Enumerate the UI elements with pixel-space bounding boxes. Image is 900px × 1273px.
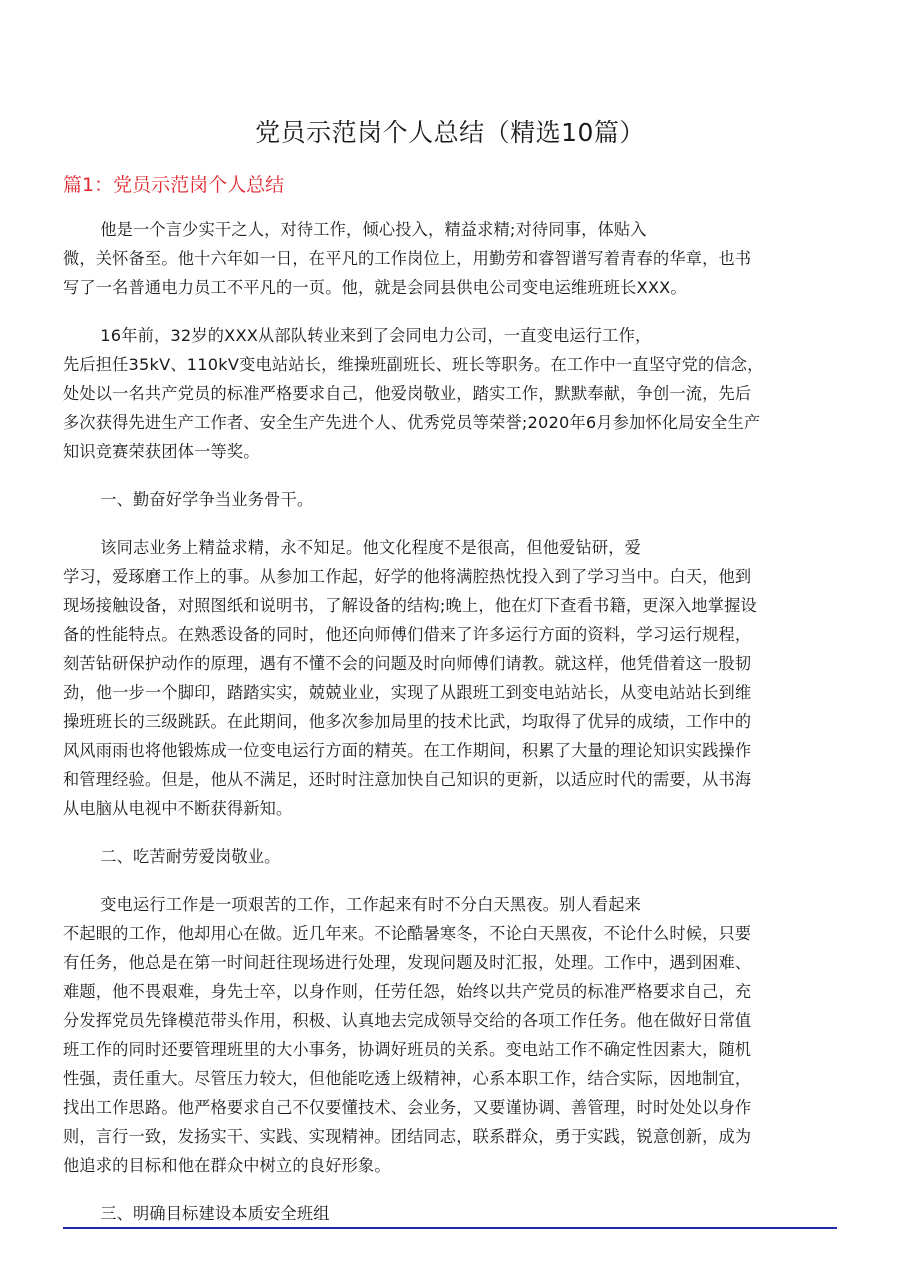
document-title: 党员示范岗个人总结（精选10篇） <box>255 118 645 147</box>
text-line: 先后担任35kV、110kV变电站站长，维操班副班长、班长等职务。在工作中一直坚守党的信念， <box>63 355 764 374</box>
text-line: 写了一名普通电力员工不平凡的一页。他，就是会同县供电公司变电运维班班长XXX。 <box>63 278 687 297</box>
text-line: 性强，责任重大。尽管压力较大，但他能吃透上级精神，心系本职工作，结合实际，因地制宜， <box>63 1069 752 1088</box>
paragraph-dedication <box>63 890 837 1180</box>
paragraph-intro <box>63 215 837 302</box>
text-line: 学习，爱琢磨工作上的事。从参加工作起，好学的他将满腔热忱投入到了学习当中。白天，他到 <box>63 567 752 586</box>
text-line: 该同志业务上精益求精，永不知足。他文化程度不是很高，但他爱钻研，爱 <box>100 538 642 557</box>
subheading-1 <box>63 485 837 514</box>
text-line: 风风雨雨也将他锻炼成一位变电运行方面的精英。在工作期间，积累了大量的理论知识实践操作 <box>63 741 752 760</box>
text-line: 刻苦钻研保护动作的原理，遇有不懂不会的问题及时向师傅们请教。就这样，他凭借着这一股韧 <box>63 654 752 673</box>
text-line: 难题，他不畏艰难，身先士卒，以身作则，任劳任怨，始终以共产党员的标准严格要求自己，充 <box>63 982 752 1001</box>
text-line: 他是一个言少实干之人，对待工作，倾心投入，精益求精;对待同事，体贴入 <box>100 220 647 239</box>
text-line: 多次获得先进生产工作者、安全生产先进个人、优秀党员等荣誉;2020年6月参加怀化局安全生产 <box>63 413 761 432</box>
text-line: 劲，他一步一个脚印，踏踏实实，兢兢业业，实现了从跟班工到变电站站长，从变电站站长到维 <box>63 683 752 702</box>
text-line: 他追求的目标和他在群众中树立的良好形象。 <box>63 1156 391 1175</box>
text-line: 变电运行工作是一项艰苦的工作，工作起来有时不分白天黑夜。别人看起来 <box>100 895 642 914</box>
text-line: 有任务，他总是在第一时间赶往现场进行处理，发现问题及时汇报，处理。工作中，遇到困难、 <box>63 953 752 972</box>
text-line: 知识竞赛荣获团体一等奖。 <box>63 442 260 461</box>
text-line: 和管理经验。但是，他从不满足，还时时注意加快自己知识的更新，以适应时代的需要，从书海 <box>63 770 752 789</box>
subheading-text: 一、勤奋好学争当业务骨干。 <box>100 490 314 509</box>
document-body <box>63 215 837 1247</box>
text-line: 班工作的同时还要管理班里的大小事务，协调好班员的关系。变电站工作不确定性因素大，随机 <box>63 1040 752 1059</box>
paragraph-career <box>63 321 837 466</box>
footer-divider <box>63 1227 837 1229</box>
subheading-text: 三、明确目标建设本质安全班组 <box>100 1204 330 1223</box>
text-line: 从电脑从电视中不断获得新知。 <box>63 799 293 818</box>
text-line: 微，关怀备至。他十六年如一日，在平凡的工作岗位上，用勤劳和睿智谱写着青春的华章，也书 <box>63 249 752 268</box>
subheading-text: 二、吃苦耐劳爱岗敬业。 <box>100 847 281 866</box>
text-line: 不起眼的工作，他却用心在做。近几年来。不论酷暑寒冬，不论白天黑夜，不论什么时候，只要 <box>63 924 752 943</box>
subheading-3 <box>63 1199 837 1228</box>
text-line: 现场接触设备，对照图纸和说明书，了解设备的结构;晚上，他在灯下查看书籍，更深入地掌握设 <box>63 596 757 615</box>
text-line: 找出工作思路。他严格要求自己不仅要懂技术、会业务，又要谨协调、善管理，时时处处以身作 <box>63 1098 752 1117</box>
text-line: 备的性能特点。在熟悉设备的同时，他还向师傅们借来了许多运行方面的资料，学习运行规程， <box>63 625 752 644</box>
text-line: 处处以一名共产党员的标准严格要求自己，他爱岗敬业，踏实工作，默默奉献，争创一流，先后 <box>63 384 752 403</box>
paragraph-study <box>63 533 837 823</box>
text-line: 操班班长的三级跳跃。在此期间，他多次参加局里的技术比武，均取得了优异的成绩，工作中的 <box>63 712 752 731</box>
text-line: 分发挥党员先锋模范带头作用，积极、认真地去完成领导交给的各项工作任务。他在做好日常值 <box>63 1011 752 1030</box>
section-title: 篇1：党员示范岗个人总结 <box>63 174 285 196</box>
text-line: 则，言行一致，发扬实干、实践、实现精神。团结同志，联系群众，勇于实践，锐意创新，成为 <box>63 1127 752 1146</box>
subheading-2 <box>63 842 837 871</box>
text-line: 16年前，32岁的XXX从部队转业来到了会同电力公司，一直变电运行工作， <box>100 326 652 345</box>
